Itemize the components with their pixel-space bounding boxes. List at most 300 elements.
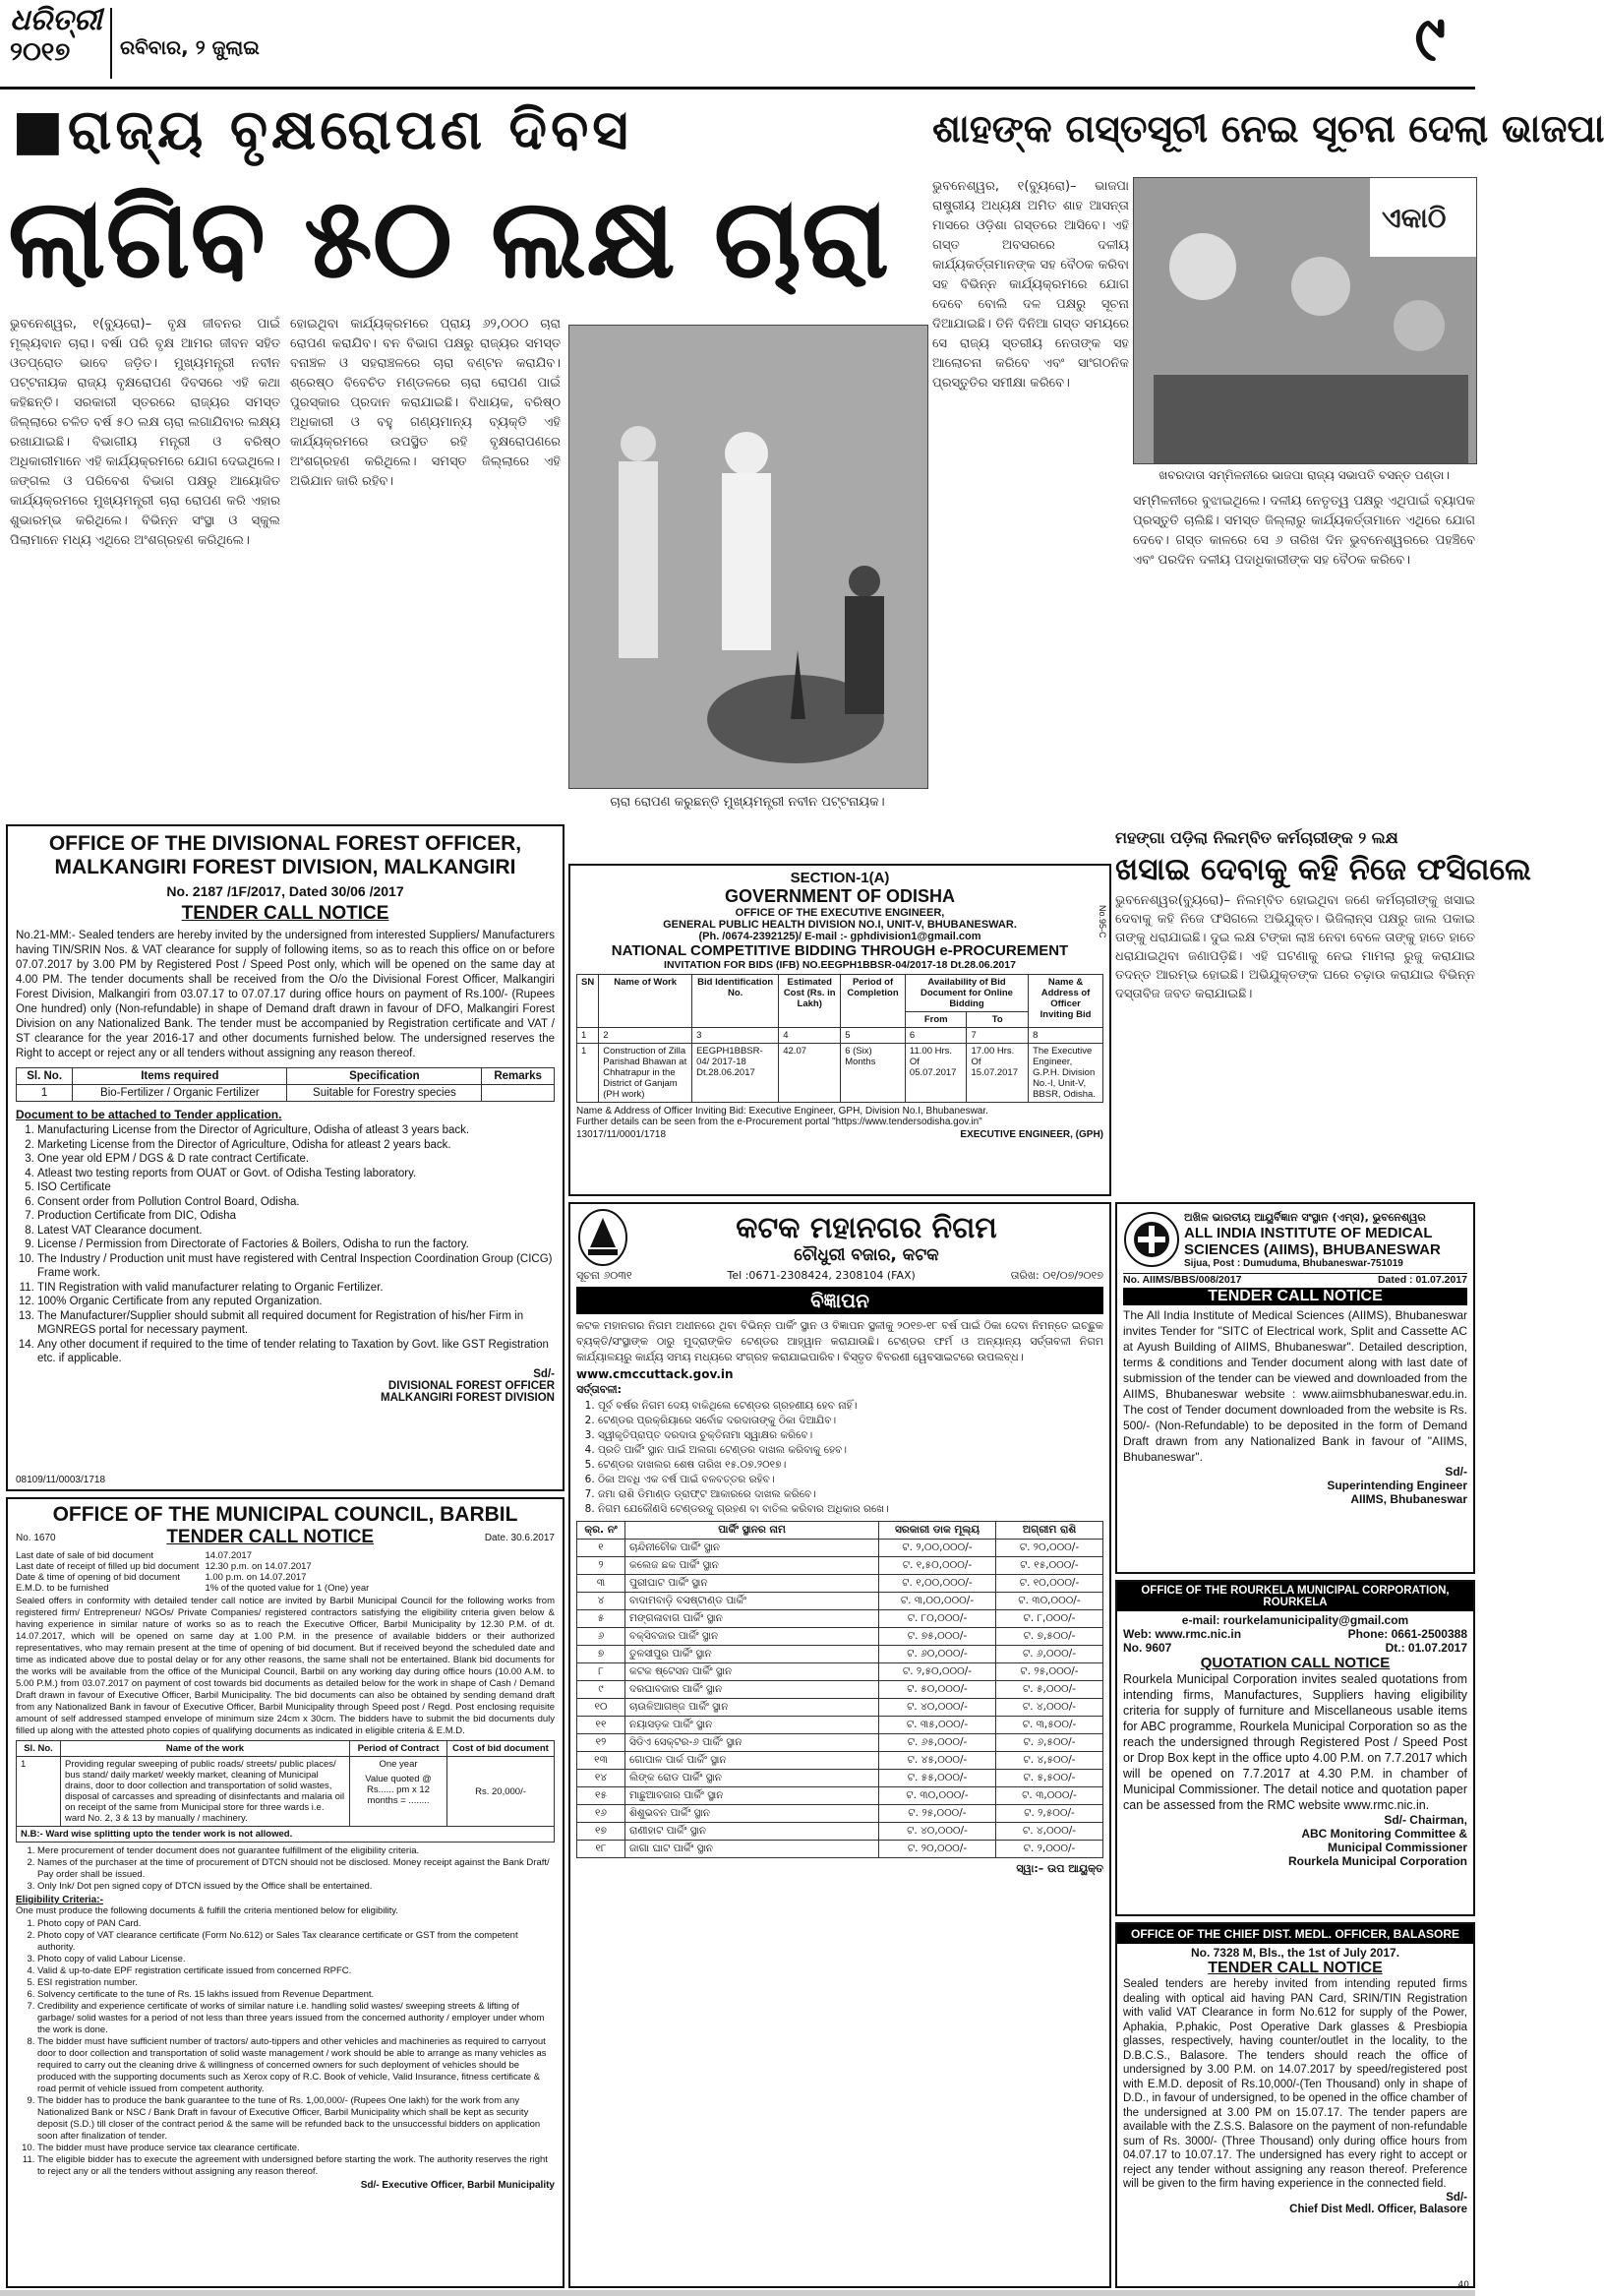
table-cell: ଟ. ୩,୫୦୦/-	[996, 1717, 1103, 1734]
barbil-signature: Sd/- Executive Officer, Barbil Municipality	[360, 2180, 555, 2191]
dfo-items-table	[16, 1067, 555, 1102]
balasore-body: Sealed tenders are hereby invited from intending reputed firms dealing with optical aid having PAN Card, SRIN/TIN Registration with valid VAT Clearance in form No.612 for supply of the Power, Aphakia, P.phakic, Post Operative Dark glasses & Presbiopia glasses, respectively, having counter/outlet in the locality, to the D.B.C.S., Balasore. The tenders should reach the office of undersigned by 3.00 P.M. on 14.07.2017 by speed/registered post with E.M.D. deposit of Rs.10,000/-(Ten Thousand) only in shape of D.D., in favour of undersigned, to be opened in the office chamber of the undersigned at 3.00 PM on 15.07.17. The tender papers are available with the Z.S.S. Balasore on the payment of non-refundable sum of Rs. 3000/- (Three Thousand) only during office hours from 04.07.17 to 10.07.17. The undersigned has every right to accept or reject any tender without assigning any reason thereof. Preference will be given to the firm having experience in the connected field.	[1123, 1978, 1467, 2190]
list-item: 2. Names of the purchaser at the time of procurement of DTCN should not be disclosed. Money receipt against the Bank Draft/ Pay order shall be issued.	[37, 1857, 555, 1881]
masthead-divider	[110, 8, 112, 79]
table-header: Period of Completion	[841, 975, 906, 1028]
barbil-title: OFFICE OF THE MUNICIPAL COUNCIL, BARBIL	[52, 1503, 518, 1526]
list-item: 3. Only Ink/ Dot pen signed copy of DTCN issued by the Office shall be entertained.	[37, 1881, 555, 1893]
footer-bar	[0, 2290, 1475, 2296]
table-cell: ଚାଉଳିଆଗଞ୍ଜ ପାର୍କିଂ ସ୍ଥାନ	[625, 1699, 879, 1717]
bjp-photo-caption: ଖବରଦାତା ସମ୍ମିଳନୀରେ ଭାଜପା ରାଜ୍ୟ ସଭାପତି ବସନ୍ତ ପଣ୍ଡା।	[1158, 468, 1450, 482]
table-row	[577, 1717, 1103, 1734]
table-cell: Construction of Zilla Parishad Bhawan at Chhatrapur in the District of Ganjam (PH work)	[599, 1044, 692, 1103]
table-cell: Bio-Fertilizer / Organic Fertilizer	[73, 1085, 287, 1102]
list-item: 3. ସ୍ୱୀକୃତିପ୍ରାପ୍ତ ଦରଦାତା ଚୁକ୍ତିନାମା ସ୍ୱାକ୍ଷର କରିବେ।	[598, 1428, 1103, 1443]
table-header: ପାର୍କିଂ ସ୍ଥାନର ନାମ	[625, 1522, 879, 1540]
table-header: Name of the work	[61, 1741, 350, 1757]
cmc-intro: କଟକ ମହାନଗର ନିଗମ ଅଧୀନରେ ଥିବା ବିଭିନ୍ନ ପାର୍କିଂ ସ୍ଥାନ ଓ ବିଜ୍ଞାପନ ସ୍ଥଳୀକୁ ୨୦୧୭-୧୮ ବର୍ଷ ପାଇଁ ଠିକା ଦେବା ନିମନ୍ତେ ଇଚ୍ଛୁକ ବ୍ୟକ୍ତି/ସଂସ୍ଥାଙ୍କ ଠାରୁ ମୁଦ୍ରାଙ୍କିତ ଟେଣ୍ଡର ଆହ୍ୱାନ କରାଯାଉଛି। ଟେଣ୍ଡର ଫର୍ମ ଓ ଅନ୍ୟାନ୍ୟ ସର୍ତ୍ତାବଳୀ ନିଗମ କାର୍ଯ୍ୟାଳୟରୁ କାର୍ଯ୍ୟ ସମୟ ମଧ୍ୟରେ ସଂଗ୍ରହ କରାଯାଇପାରିବ। ବିସ୍ତୃତ ବିବରଣୀ ୱେବସାଇଟରେ ଉପଲବ୍ଧ।	[576, 1319, 1103, 1363]
table-header: SN	[577, 975, 599, 1028]
barbil-eligibility	[37, 1918, 555, 2178]
aiims-body: The All India Institute of Medical Sciences (AIIMS), Bhubaneswar invites Tender for "SITC of Electrical work, Split and Cassette AC at Ayush Building of AIIMS, Bhubaneswar". Detailed description, terms & conditions and Tender document along with last date of submission of the tender can be viewed and downloaded from the AIIMS, Bhubaneswar website : www.aiimsbhubaneswar.edu.in. The cost of Tender document downloaded from the website is Rs. 500/- (Non-Refundable) to be deposited in the form of Demand Draft drawn from any Nationalized Bank in favour of "AIIMS, Bhubaneswar".	[1123, 1308, 1467, 1464]
cmc-notice	[568, 1202, 1111, 2288]
table-cell: ଟ. ୮,୦୦୦/-	[996, 1610, 1103, 1628]
table-cell: ଟ. ୬୫,୦୦୦/-	[879, 1734, 996, 1752]
list-item: 3. One year old EPM / DGS & D rate contract Certificate.	[37, 1152, 555, 1167]
table-cell: ଟ. ୧,୦୦,୦୦୦/-	[879, 1575, 996, 1593]
list-item: 11. The eligible bidder has to execute the agreement with undersigned before starting the work. The authority reserves the right to reject any or all the tenders without assigning any reason thereof.	[37, 2154, 555, 2178]
aiims-signatory-2: AIIMS, Bhubaneswar	[1350, 1492, 1467, 1506]
list-item: 14. Any other document if required to the time of tender relating to Taxation by Govt. like GST Registration etc. if applicable.	[37, 1338, 555, 1366]
paper-logo	[10, 4, 108, 67]
table-cell: ଟ. ୧୫,୦୦୦/-	[996, 1557, 1103, 1575]
table-row	[16, 1550, 369, 1561]
table-cell: 42.07	[779, 1044, 841, 1103]
lead-body-left: ଭୁବନେଶ୍ୱର, ୧(ବ୍ୟୁରୋ)– ବୃକ୍ଷ ଜୀବନର ପାଇଁ ମୂଲ୍ୟବାନ ଚାରା। ବର୍ଷା ପରି ବୃକ୍ଷ ଆମର ଜୀବନ ସହିତ ଓତପ୍ରୋତ ଭାବେ ଜଡ଼ିତ। ମୁଖ୍ୟମନ୍ତ୍ରୀ ନବୀନ ପଟ୍ଟନାୟକ ରାଜ୍ୟ ବୃକ୍ଷରୋପଣ ଦିବସରେ ଏହି କଥା କହିଛନ୍ତି। ସରକାରୀ ସ୍ତରରେ ରାଜ୍ୟର ସମସ୍ତ ଜିଲ୍ଲାରେ ଚଳିତ ବର୍ଷ ୫୦ ଲକ୍ଷ ଚାରା ଲଗାଯିବାର ଲକ୍ଷ୍ୟ ରଖାଯାଇଛି। ବିଭାଗୀୟ ମନ୍ତ୍ରୀ ଓ ବରିଷ୍ଠ ଅଧିକାରୀମାନେ ଏହି କାର୍ଯ୍ୟକ୍ରମରେ ଯୋଗ ଦେଇଥିଲେ। ଜଙ୍ଗଲ ଓ ପରିବେଶ ବିଭାଗ ପକ୍ଷରୁ ଆୟୋଜିତ କାର୍ଯ୍ୟକ୍ରମରେ ମୁଖ୍ୟମନ୍ତ୍ରୀ ଚାରା ରୋପଣ କରି ଏହାର ଶୁଭାରମ୍ଭ କରିଥିଲେ। ବିଭିନ୍ନ ସଂସ୍ଥା ଓ ସ୍କୁଲ ପିଲାମାନେ ମଧ୍ୟ ଏଥିରେ ଅଂଶଗ୍ରହଣ କରିଥିଲେ।	[10, 317, 280, 548]
list-item: 9. The bidder has to produce the bank guarantee to the tune of Rs. 1,00,000/- (Rupees One lakh) for the work from any Nationalized Bank or NSC / Bank Draft in favour of Executive Officer, Barbil Municipality which shall be kept as security deposit (S.D.) till closer of the contract period & the same will be refunded back to the unsuccessful bidders on application soon after finalization of tender.	[37, 2095, 555, 2143]
table-cell: ମଙ୍ଗଳାବାଗ ପାର୍କିଂ ସ୍ଥାନ	[625, 1610, 879, 1628]
barbil-body: Sealed offers in conformity with detailed tender call notice are invited by Barbil Municipal Council for the following works from registered firm/ Entrepreneur/ NGOs/ Private Companies/ registered contractors satisfying the eligibility criteria given below & having experience in similar nature of works so as to reach the Executive Officer, Barbil Municipality by 12.30 P.M. of dt. 14.07.2017, which will be opened on same day at 1.00 P.M. in the presence of available bidders or their authorized representatives, who may remain present at the time of opening of bid document. But if received beyond the scheduled date and time as indicated above due to postal delay or for any other reasons, the same shall not be entertained. Blank bid documents for the works will be available from the office of the Municipal Council, Barbil on any working day during office hours (10.00 A.M. to 5.00 P.M.) from 03.07.2017 on payment of cost towards bid documents as detailed below for the work in shape of Cash / Demand Draft drawn in favour of Executive Officer, Barbil Municipality. The bid documents can also be obtained by sending demand draft from any Nationalized Bank in favour of Executive Officer, Barbil Municipality through Speed post / Regd. Post enclosing requisite amount of self addressed stamped envelope of minimum size 24cm x 30cm. The bidders have to submit the bid documents duly filled up along with the attested photo copies of qualifying documents as indicated in eligible criteria & E.M.D.	[16, 1596, 555, 1736]
table-cell: 11.00 Hrs. Of 05.07.2017	[905, 1044, 967, 1103]
table-cell: ୩	[577, 1575, 625, 1593]
lead-body-mid: ହୋଇଥିବା କାର୍ଯ୍ୟକ୍ରମରେ ପ୍ରାୟ ୬୨,୦୦୦ ଚାରା ରୋପଣ କରାଯିବ। ବନ ବିଭାଗ ପକ୍ଷରୁ ରାଜ୍ୟର ସମସ୍ତ ବନାଞ୍ଚଳ ଓ ସହରାଞ୍ଚଳରେ ଚାରା ବଣ୍ଟନ କରାଯିବ। ଶ୍ରେଷ୍ଠ ବିବେଚିତ ମଣ୍ଡଳରେ ଚାରା ରୋପଣ ପାଇଁ ପୁରସ୍କାର ପ୍ରଦାନ କରାଯାଇଛି। ବିଧାୟକ, ବରିଷ୍ଠ ଅଧିକାରୀ ଓ ବହୁ ଗଣ୍ୟମାନ୍ୟ ବ୍ୟକ୍ତି ଏହି କାର୍ଯ୍ୟକ୍ରମରେ ଉପସ୍ଥିତ ରହି ବୃକ୍ଷରୋପଣରେ ଅଂଶଗ୍ରହଣ କରିଥିଲେ। ସମସ୍ତ ଜିଲ୍ଲାରେ ଏହି ଅଭିଯାନ ଜାରି ରହିବ।	[290, 317, 561, 489]
list-item: 4. ପ୍ରତି ପାର୍କିଂ ସ୍ଥାନ ପାଇଁ ଅଲଗା ଟେଣ୍ଡର ଦାଖଲ କରିବାକୁ ହେବ।	[598, 1443, 1103, 1458]
cmc-header	[576, 1208, 1103, 1267]
table-row	[17, 1085, 555, 1102]
list-item: 12. 100% Organic Certificate from any reputed Organization.	[37, 1295, 555, 1309]
odisha-office-1: OFFICE OF THE EXECUTIVE ENGINEER,	[735, 907, 945, 919]
clerk-headline: ଖସାଇ ଦେବାକୁ କହି ନିଜେ ଫସିଗଲେ	[1115, 852, 1531, 887]
dfo-body: No.21-MM:- Sealed tenders are hereby invited by the undersigned from interested Suppliers/ Manufacturers having TIN/SRIN Nos. & VAT clearance for supply of following items, so as to reach this office on or before 07.07.2017 by 3.00 PM by Registered Post / Speed Post only, which will be opened on the same day at 4.00 PM. The tender documents shall be received from the O/o the Divisional Forest Officer, Malkangiri Forest Division, Malkangiri from 03.07.17 to 07.07.17 during office hours on payment of Rs.100/- (Rupees One hundred) only (Non-refundable) in shape of Demand draft drawn in favour of DFO, Malkangiri Forest Division on any Nationalized Bank. The tender must be accompanied by Registration certificate and VAT / ST clearance for the year 2016-17 and other documents furnished below. The undersigned reserves the Right to accept or reject any or all tenders without assigning any reason thereof.	[16, 930, 555, 1059]
table-row	[577, 1841, 1103, 1858]
cmc-tel: Tel :0671-2308424, 2308104 (FAX)	[727, 1269, 916, 1282]
table-header: Specification	[287, 1068, 482, 1085]
barbil-notes	[37, 1845, 555, 1893]
table-cell: The Executive Engineer, G.P.H. Division No.-I, Unit-V, BBSR, Odisha.	[1029, 1044, 1103, 1103]
table-cell: ଟ. ୨୫,୦୦୦/-	[879, 1805, 996, 1823]
table-row	[17, 1757, 555, 1827]
cmc-conditions	[598, 1399, 1103, 1517]
clerk-kicker: ମହଙ୍ଗା ପଡ଼ିଲା ନିଲମ୍ବିତ କର୍ମଚାରୀଙ୍କ ୨ ଲକ୍ଷ	[1115, 828, 1398, 847]
rourkela-signature: Sd/- Chairman,	[1384, 1813, 1467, 1827]
table-cell: 1	[577, 1044, 599, 1103]
aiims-title-odia: ଅଖିଳ ଭାରତୀୟ ଆୟୁର୍ବିଜ୍ଞାନ ସଂସ୍ଥାନ (ଏମ୍ସ), ଭୁବନେଶ୍ୱର	[1184, 1210, 1426, 1224]
table-cell: ୧୬	[577, 1805, 625, 1823]
table-cell: 8	[1029, 1028, 1103, 1044]
barbil-subheader	[16, 1527, 555, 1548]
table-cell: ୧	[577, 1540, 625, 1557]
table-note: N.B:- Ward wise splitting upto the tender work is not allowed.	[17, 1827, 555, 1843]
table-row	[577, 1044, 1103, 1103]
table-cell: ଟ. ୬,୫୦୦/-	[996, 1734, 1103, 1752]
table-cell: ଟ. ୩,୦୦,୦୦୦/-	[879, 1593, 996, 1610]
list-item: 2. ଟେଣ୍ଡର ପ୍ରକ୍ରିୟାରେ ସର୍ବୋଚ୍ଚ ଦରଦାତାଙ୍କୁ ଠିକା ଦିଆଯିବ।	[598, 1414, 1103, 1428]
table-cell: ୧୧	[577, 1717, 625, 1734]
table-cell: ଚାନ୍ଦିନୀଚୌକ ପାର୍କିଂ ସ୍ଥାନ	[625, 1540, 879, 1557]
lead-kicker: ■ରାଜ୍ୟ ବୃକ୍ଷରୋପଣ ଦିବସ	[12, 98, 632, 162]
list-item: 10. The bidder must have produce service tax clearance certificate.	[37, 2143, 555, 2154]
barbil-schedule	[16, 1550, 369, 1594]
odisha-bottom	[576, 1129, 1103, 1140]
table-cell: 3	[692, 1028, 779, 1044]
balasore-title: OFFICE OF THE CHIEF DIST. MEDL. OFFICER, BALASORE	[1117, 1924, 1473, 1944]
barbil-date: Date. 30.6.2017	[484, 1532, 555, 1543]
aiims-signatory-1: Superintending Engineer	[1327, 1479, 1467, 1492]
table-cell: ଟ. ୧,୫୦,୦୦୦/-	[879, 1557, 996, 1575]
rourkela-signatory-2: Municipal Commissioner	[1327, 1841, 1467, 1854]
table-cell: ବକ୍ସିବଜାର ପାର୍କିଂ ସ୍ଥାନ	[625, 1628, 879, 1646]
list-item: 1. Mere procurement of tender document does not guarantee fulfillment of the eligibility criteria.	[37, 1845, 555, 1857]
table-row	[16, 1583, 369, 1594]
list-item: 6. Consent order from Pollution Control Board, Odisha.	[37, 1195, 555, 1210]
table-row	[577, 1575, 1103, 1593]
odisha-gov: GOVERNMENT OF ODISHA	[724, 886, 955, 906]
aiims-signature: Sd/-	[1445, 1465, 1467, 1479]
dfo-heading: TENDER CALL NOTICE	[181, 903, 389, 924]
list-item: 13. The Manufacturer/Supplier should submit all required document for Registration of his/her Firm in MGNREGS portal for necessary payment.	[37, 1309, 555, 1338]
rourkela-date: Dt.: 01.07.2017	[1385, 1641, 1467, 1655]
rourkela-phone: Phone: 0661-2500388	[1347, 1627, 1467, 1641]
table-cell: ୧୩	[577, 1752, 625, 1770]
table-cell: ପୁରୀଘାଟ ପାର୍କିଂ ସ୍ଥାନ	[625, 1575, 879, 1593]
table-cell: ନୟାସଡ଼କ ପାର୍କିଂ ସ୍ଥାନ	[625, 1717, 879, 1734]
list-item: 5. ESI registration number.	[37, 1977, 555, 1989]
svg-text:ଏକାଠି: ଏକାଠି	[1382, 202, 1447, 234]
rourkela-email: e-mail: rourkelamunicipality@gmail.com	[1181, 1613, 1409, 1627]
table-cell: ଟ. ୫,୦୦୦/-	[996, 1681, 1103, 1699]
table-row	[577, 1540, 1103, 1557]
table-cell: ମାଛୁଆବଜାର ପାର୍କିଂ ସ୍ଥାନ	[625, 1787, 879, 1805]
odisha-heading: NATIONAL COMPETITIVE BIDDING THROUGH e-PROCUREMENT	[611, 942, 1069, 959]
table-cell: 1.00 p.m. on 14.07.2017	[205, 1572, 307, 1583]
table-cell: 6 (Six) Months	[841, 1044, 906, 1103]
rourkela-notice	[1115, 1580, 1475, 1916]
list-item: 4. Atleast two testing reports from OUAT or Govt. of Odisha Testing laboratory.	[37, 1167, 555, 1181]
table-cell: ଟ. ୫୦,୦୦୦/-	[879, 1681, 996, 1699]
table-cell: ୧୪	[577, 1770, 625, 1787]
barbil-eligibility-title: Eligibility Criteria:-	[16, 1895, 103, 1905]
table-cell: ଟ. ୪୦,୦୦୦/-	[879, 1823, 996, 1841]
table-cell: ୯	[577, 1681, 625, 1699]
dfo-title-1: OFFICE OF THE DIVISIONAL FOREST OFFICER,	[48, 832, 522, 855]
table-cell: ଟ. ୮୦,୦୦୦/-	[879, 1610, 996, 1628]
footer-page-code: 40	[1457, 2280, 1469, 2290]
table-cell: ୫	[577, 1610, 625, 1628]
dfo-docs-list	[37, 1123, 555, 1366]
table-cell: Rs. 20,000/-	[447, 1757, 555, 1827]
table-cell: ଟ. ୨,୦୦,୦୦୦/-	[879, 1540, 996, 1557]
table-cell: 12.30 p.m. on 14.07.2017	[205, 1561, 312, 1572]
table-cell: ୨	[577, 1557, 625, 1575]
table-row	[577, 1734, 1103, 1752]
bjp-photo	[1133, 177, 1477, 464]
table-cell: 1% of the quoted value for 1 (One) year	[205, 1583, 370, 1594]
table-cell: Providing regular sweeping of public roads/ streets/ public places/ bus stand/ daily market/ weekly market, cleaning of Municipal drains, door to door collection and transportation of solid wastes, disposal of carcasses and spreading of disinfectants and malaria oil on receipt of the same from Municipal store for three wards i.e. ward No. 2, 3 & 13 by manually / machinery.	[61, 1757, 350, 1827]
odisha-contact: (Ph. /0674-2392125)/ E-mail :- gphdivision1@gmail.com	[698, 931, 981, 942]
cmc-signature: ସ୍ୱା:– ଉପ ଆୟୁକ୍ତ	[1016, 1862, 1103, 1875]
table-row	[577, 1752, 1103, 1770]
table-header: Sl. No.	[17, 1068, 73, 1085]
table-cell: ୭	[577, 1646, 625, 1663]
cmc-date: ତାରିଖ: ୦୧/୦୭/୨୦୧୭	[1010, 1269, 1103, 1282]
list-item: 7. Credibility and experience certificate of works of similar nature i.e. handling solid wastes/ sweeping streets & lifting of garbage/ solid wastes for a period of not less than three years issued from the concerned authority / employer under whom the work is done.	[37, 2001, 555, 2036]
list-item: 10. The Industry / Production unit must have registered with Central Inspection Coordination Group (CICG) Frame work.	[37, 1252, 555, 1281]
table-cell: ଟ. ୪,୫୦୦/-	[996, 1752, 1103, 1770]
list-item: 6. ଠିକା ଅବଧି ଏକ ବର୍ଷ ପାଇଁ ବଳବତ୍ତର ରହିବ।	[598, 1473, 1103, 1487]
balasore-heading: TENDER CALL NOTICE	[1208, 1960, 1383, 1976]
bjp-headline: ଶାହଙ୍କ ଗସ୍ତସୂଚୀ ନେଇ ସୂଚନା ଦେଲା ଭାଜପା	[932, 107, 1604, 151]
table-row	[577, 1787, 1103, 1805]
bjp-body: ଭୁବନେଶ୍ୱର, ୧(ବ୍ୟୁରୋ)– ଭାଜପା ରାଷ୍ଟ୍ରୀୟ ଅଧ୍ୟକ୍ଷ ଅମିତ ଶାହ ଆସନ୍ତା ମାସରେ ଓଡ଼ିଶା ଗସ୍ତରେ ଆସିବେ। ଏହି ଗସ୍ତ ଅବସରରେ ଦଳୀୟ କାର୍ଯ୍ୟକର୍ତ୍ତାମାନଙ୍କ ସହ ବୈଠକ କରିବା ସହ ବିଭିନ୍ନ କାର୍ଯ୍ୟକ୍ରମରେ ଯୋଗ ଦେବେ ବୋଲି ଦଳ ପକ୍ଷରୁ ସୂଚନା ଦିଆଯାଇଛି। ତିନି ଦିନିଆ ଗସ୍ତ ସମୟରେ ସେ ରାଜ୍ୟ ସ୍ତରୀୟ ନେତାଙ୍କ ସହ ଆଲୋଚନା କରିବେ ଏବଂ ସାଂଗଠନିକ ପ୍ରସ୍ତୁତିର ସମୀକ୍ଷା କରିବେ।	[932, 179, 1129, 391]
paper-year: ୨୦୧୭	[10, 37, 71, 67]
table-cell: ଟ. ୨୦,୦୦୦/-	[996, 1540, 1103, 1557]
balasore-signatory: Chief Dist Medl. Officer, Balasore	[1289, 2203, 1467, 2215]
rourkela-signature-block	[1123, 1813, 1467, 1868]
dfo-ref: No. 2187 /1F/2017, Dated 30/06 /2017	[166, 883, 404, 899]
table-cell: ଟ. ୫,୫୦୦/-	[996, 1770, 1103, 1787]
rourkela-signatory-3: Rourkela Municipal Corporation	[1287, 1854, 1467, 1868]
masthead-rule	[0, 87, 1475, 90]
table-row	[577, 1699, 1103, 1717]
dfo-code: 08109/11/0003/1718	[16, 1475, 106, 1485]
table-row	[577, 1805, 1103, 1823]
table-cell: ଟ. ୩୦,୦୦୦/-	[996, 1593, 1103, 1610]
table-cell: ଟ. ୪,୦୦୦/-	[996, 1823, 1103, 1841]
list-item: 7. Production Certificate from DIC, Odisha	[37, 1209, 555, 1224]
list-item: 9. License / Permission from Directorate of Factories & Boilers, Odisha to run the factory.	[37, 1238, 555, 1252]
list-item: 1. Manufacturing License from the Director of Agriculture, Odisha of atleast 3 years back.	[37, 1123, 555, 1138]
rourkela-title: OFFICE OF THE ROURKELA MUNICIPAL CORPORATION, ROURKELA	[1117, 1582, 1473, 1611]
aiims-logo-icon	[1123, 1208, 1180, 1271]
table-cell: 1	[17, 1085, 73, 1102]
table-header: To	[967, 1012, 1029, 1028]
table-cell: ୪	[577, 1593, 625, 1610]
dfo-signatory-1: DIVISIONAL FOREST OFFICER	[387, 1379, 555, 1392]
cmc-ref: ସୂଚନା ୬୦୩୧	[576, 1269, 632, 1282]
table-cell: ବାଦାମବାଡ଼ି ବସଷ୍ଟାଣ୍ଡ ପାର୍କିଂ	[625, 1593, 879, 1610]
table-cell: 1	[577, 1028, 599, 1044]
table-cell: ଟ. ୪,୦୦୦/-	[996, 1699, 1103, 1717]
aiims-title-2: SCIENCES (AIIMS), BHUBANESWAR	[1184, 1240, 1441, 1258]
odisha-office-2: GENERAL PUBLIC HEALTH DIVISION NO.I, UNIT-V, BHUBANESWAR.	[663, 919, 1017, 931]
barbil-no: No. 1670	[16, 1532, 56, 1543]
list-item: 5. ଟେଣ୍ଡର ଦାଖଲର ଶେଷ ତାରିଖ ୧୫.୦୭.୨୦୧୭।	[598, 1458, 1103, 1473]
tree-planting-photo-icon	[569, 326, 927, 788]
table-row	[577, 1823, 1103, 1841]
list-item: 11. TIN Registration with valid manufacturer relating to Organic Fertilizer.	[37, 1281, 555, 1296]
table-cell: ୧୦	[577, 1699, 625, 1717]
table-cell: ଟ. ୩୫,୦୦୦/-	[879, 1717, 996, 1734]
rourkela-body: Rourkela Municipal Corporation invites sealed quotations from intending firms, Manufactures, Suppliers having eligibility criteria for supply of furniture and Miscellaneous usable items for ABC programme, Rourkela Municipal Corporation so as the reach the undersigned through Registered Post / Speed Post or Drop Box kept in the office upto 4.00 P.M. on 7.7.2017 which will be opened on 7.7.2017 at 4.30 P.M. in chamber of Municipal Commissioner. The detail notice and quotation paper can be assessed from the RMC website www.rmc.nic.in.	[1123, 1672, 1467, 1812]
press-meet-photo-icon	[1134, 178, 1476, 463]
table-row	[577, 1681, 1103, 1699]
odisha-notice	[568, 864, 1111, 1196]
table-cell: EEGPH1BBSR-04/ 2017-18 Dt.28.06.2017	[692, 1044, 779, 1103]
aiims-header	[1123, 1208, 1467, 1271]
table-row	[577, 1557, 1103, 1575]
table-header: Name & Address of Officer Inviting Bid	[1029, 975, 1103, 1028]
list-item: 8. Latest VAT Clearance document.	[37, 1224, 555, 1239]
table-cell: ଟ. ୨,୫୦,୦୦୦/-	[879, 1663, 996, 1681]
table-cell: 17.00 Hrs. Of 15.07.2017	[967, 1044, 1029, 1103]
dfo-signature-block	[16, 1368, 555, 1404]
table-cell: ୧୨	[577, 1734, 625, 1752]
table-cell: ଦରଘାବଜାର ପାର୍କିଂ ସ୍ଥାନ	[625, 1681, 879, 1699]
cmc-emblem-icon	[576, 1208, 629, 1267]
odisha-invitation: INVITATION FOR BIDS (IFB) NO.EEGPH1BBSR-04/2017-18 Dt.28.06.2017	[664, 959, 1016, 971]
barbil-work-table	[16, 1740, 555, 1843]
table-cell: 7	[967, 1028, 1029, 1044]
table-cell: 6	[905, 1028, 967, 1044]
issue-date: ରବିବାର, ୨ ଜୁଲାଇ	[120, 35, 260, 59]
cmc-meta	[576, 1269, 1103, 1283]
table-cell: କଲେଜ ଛକ ପାର୍କିଂ ସ୍ଥାନ	[625, 1557, 879, 1575]
bjp-continuation: ସମ୍ମିଳନୀରେ ବୁଝାଇଥିଲେ। ଦଳୀୟ ନେତୃତ୍ୱ ପକ୍ଷରୁ ଏଥିପାଇଁ ବ୍ୟାପକ ପ୍ରସ୍ତୁତି ଚାଲିଛି। ସମସ୍ତ ଜିଲ୍ଲାରୁ କାର୍ଯ୍ୟକର୍ତ୍ତାମାନେ ଏଥିରେ ଯୋଗ ଦେବେ। ଗସ୍ତ କାଳରେ ସେ ୬ ତାରିଖ ଦିନ ଭୁବନେଶ୍ୱରରେ ପହଞ୍ଚିବେ ଏବଂ ପରଦିନ ଦଳୀୟ ପଦାଧିକାରୀଙ୍କ ସହ ବୈଠକ କରିବେ।	[1133, 494, 1475, 568]
table-cell	[350, 1757, 447, 1827]
masthead	[0, 0, 1475, 91]
table-row	[577, 1593, 1103, 1610]
list-item: 2. Marketing License from the Director of Agriculture, Odisha for atleast 2 years back.	[37, 1138, 555, 1153]
dfo-signature: Sd/-	[533, 1367, 555, 1380]
list-item: 1. ପୂର୍ବ ବର୍ଷର ନିଗମ ଦେୟ ବାକିଥିଲେ ଟେଣ୍ଡର ଗ୍ରହଣୀୟ ହେବ ନାହିଁ।	[598, 1399, 1103, 1414]
lead-headline: ଲାଗିବ ୫୦ ଲକ୍ଷ ଚାରା	[8, 175, 890, 303]
table-cell: ଟ. ୨,୦୦୦/-	[996, 1841, 1103, 1858]
rourkela-no: No. 9607	[1123, 1641, 1172, 1655]
table-cell: କଟକ ଷ୍ଟେସନ ପାର୍କିଂ ସ୍ଥାନ	[625, 1663, 879, 1681]
table-cell: ଗୋପାଳ ପାର୍କ ପାର୍କିଂ ସ୍ଥାନ	[625, 1752, 879, 1770]
cmc-website: www.cmccuttack.gov.in	[576, 1367, 734, 1381]
table-cell: Suitable for Forestry species	[287, 1085, 482, 1102]
dfo-notice	[6, 824, 564, 1491]
table-header: Availability of Bid Document for Online Bidding	[905, 975, 1028, 1012]
table-cell: ଟ. ୪୫,୦୦୦/-	[879, 1752, 996, 1770]
table-cell: ଟ. ୧୦,୦୦୦/-	[996, 1575, 1103, 1593]
table-cell: Last date of receipt of filled up bid document	[16, 1561, 200, 1572]
clerk-body: ଭୁବନେଶ୍ୱର(ବ୍ୟୁରୋ)– ନିଲମ୍ବିତ ହୋଇଥିବା ଜଣେ କର୍ମଚାରୀଙ୍କୁ ଖସାଇ ଦେବାକୁ କହି ନିଜେ ଫସିଗଲେ ଅଭିଯୁକ୍ତ। ଭିଜିଲାନ୍ସ ପକ୍ଷରୁ ଜାଲ ପକାଇ ତାଙ୍କୁ ଧରାଯାଇଛି। ଦୁଇ ଲକ୍ଷ ଟଙ୍କା ଲାଞ୍ଚ ନେବା ବେଳେ ତାଙ୍କୁ ହାତେ ହାତେ ଧରାଯାଇଥିବା ଜଣାପଡ଼ିଛି। ଏହି ଘଟଣାକୁ ନେଇ ମାମଲା ରୁଜୁ କରାଯାଇ ତଦନ୍ତ ଆରମ୍ଭ ହୋଇଛି। ଅଭିଯୁକ୍ତଙ୍କ ଘରେ ଚଢ଼ାଉ କରାଯାଇ ବିଭିନ୍ନ ଦସ୍ତାବିଜ ଜବତ କରାଯାଇଛି।	[1115, 893, 1475, 1001]
odisha-bid-table	[576, 974, 1103, 1103]
table-cell: 4	[779, 1028, 841, 1044]
aiims-meta	[1123, 1273, 1467, 1286]
table-cell: ଟ. ୩୦,୦୦୦/-	[879, 1787, 996, 1805]
list-item: 7. ଜମା ରାଶି ଡିମାଣ୍ଡ ଡ୍ରାଫ୍ଟ ଆକାରରେ ଦାଖଲ କରିବେ।	[598, 1487, 1103, 1502]
table-cell: Last date of sale of bid document	[16, 1550, 153, 1561]
table-row	[16, 1572, 369, 1583]
page-number: ୯	[1414, 3, 1446, 76]
aiims-address: Sijua, Post : Dumuduma, Bhubaneswar-751019	[1184, 1257, 1403, 1269]
dfo-signatory-2: MALKANGIRI FOREST DIVISION	[381, 1391, 555, 1404]
list-item: 2. Photo copy of VAT clearance certificate (Form No.612) or Sales Tax clearance certificate or GST from the competent authority.	[37, 1930, 555, 1954]
rourkela-web-phone	[1123, 1627, 1467, 1641]
table-row	[16, 1561, 369, 1572]
table-cell: 14.07.2017	[205, 1550, 252, 1561]
table-header: Name of Work	[599, 975, 692, 1028]
table-cell: E.M.D. to be furnished	[16, 1583, 109, 1594]
rourkela-no-date	[1123, 1641, 1467, 1655]
table-header: ସରକାରୀ ଡାକ ମୂଲ୍ୟ	[879, 1522, 996, 1540]
table-row	[577, 1610, 1103, 1628]
table-cell: ଟ. ୬,୦୦୦/-	[996, 1646, 1103, 1663]
list-item: 3. Photo copy of valid Labour License.	[37, 1954, 555, 1965]
table-cell: ସିଡିଏ ସେକ୍ଟର-୬ ପାର୍କିଂ ସ୍ଥାନ	[625, 1734, 879, 1752]
aiims-ref: No. AIIMS/BBS/008/2017	[1123, 1274, 1242, 1286]
dfo-title-2: MALKANGIRI FOREST DIVISION, MALKANGIRI	[54, 856, 516, 878]
table-cell: ଟ. ୨୫,୦୦୦/-	[996, 1663, 1103, 1681]
odisha-section: SECTION-1(A)	[790, 870, 890, 886]
table-cell: ଟ. ୨,୫୦୦/-	[996, 1805, 1103, 1823]
table-header: Sl. No.	[17, 1741, 61, 1757]
table-cell: ୧୭	[577, 1823, 625, 1841]
table-cell: ତୁଳସୀପୁର ପାର୍କିଂ ସ୍ଥାନ	[625, 1646, 879, 1663]
contract-period: One year	[379, 1759, 418, 1770]
aiims-date: Dated : 01.07.2017	[1377, 1274, 1467, 1286]
list-item: 6. Solvency certificate to the tune of Rs. 15 lakhs issued from Revenue Department.	[37, 1989, 555, 2001]
barbil-heading: TENDER CALL NOTICE	[166, 1527, 375, 1547]
table-row	[577, 1770, 1103, 1787]
aiims-title-1: ALL INDIA INSTITUTE OF MEDICAL	[1184, 1224, 1433, 1241]
list-item: 8. The bidder must have sufficient number of tractors/ auto-tippers and other vehicles and machineries as required to carryout door to door collection and transportation of solid waste management / work should be able to arrange as many vehicles as required to carry out the cleaning drive & willingness of concerned owners for such deployment of vehicles should be produced with the supporting documents such as Xerox copy of R.C. Book of vehicle, Valid Insurance, fitness certificate & road permit of vehicle issued from competent authority.	[37, 2036, 555, 2095]
clerk-story	[1115, 828, 1531, 1068]
barbil-eligibility-intro: One must produce the following documents & fulfill the criteria mentioned below for eligibility.	[16, 1905, 398, 1916]
lead-photo	[568, 325, 928, 789]
rourkela-web: Web: www.rmc.nic.in	[1123, 1627, 1242, 1641]
table-cell: 1	[17, 1757, 61, 1827]
cmc-conditions-title: ସର୍ତ୍ତାବଳୀ:	[576, 1383, 623, 1396]
aiims-heading: TENDER CALL NOTICE	[1123, 1288, 1467, 1305]
value-quoted: Value quoted @ Rs...... pm x 12 months = ........	[365, 1774, 432, 1806]
table-cell: ଲିଙ୍କ ରୋଡ ପାର୍କିଂ ସ୍ଥାନ	[625, 1770, 879, 1787]
balasore-ref: No. 7328 M, Bls., the 1st of July 2017.	[1190, 1946, 1400, 1960]
odisha-signatory: EXECUTIVE ENGINEER, (GPH)	[960, 1129, 1103, 1140]
table-cell: ଟ. ୪୦,୦୦୦/-	[879, 1699, 996, 1717]
table-cell: ଜାଗା ଘାଟ ପାର୍କିଂ ସ୍ଥାନ	[625, 1841, 879, 1858]
table-row	[577, 1646, 1103, 1663]
rourkela-heading: QUOTATION CALL NOTICE	[1200, 1655, 1391, 1671]
table-header: Estimated Cost (Rs. in Lakh)	[779, 975, 841, 1028]
table-header: Cost of bid document	[447, 1741, 555, 1757]
odisha-code: 13017/11/0001/1718	[576, 1129, 667, 1140]
table-cell: ଟ. ୫୫,୦୦୦/-	[879, 1770, 996, 1787]
paper-name: ଧରିତ୍ରୀ	[10, 3, 102, 37]
table-cell: ୮	[577, 1663, 625, 1681]
list-item: 5. ISO Certificate	[37, 1180, 555, 1195]
table-cell: Date & time of opening of bid document	[16, 1572, 180, 1583]
table-row	[577, 1628, 1103, 1646]
cmc-subtitle: ଚୌଧୁରୀ ବଜାର, କଟକ	[794, 1244, 939, 1265]
dfo-docs-heading: Document to be attached to Tender application.	[16, 1108, 282, 1121]
table-cell: ରାଣୀହାଟ ପାର୍କିଂ ସ୍ଥାନ	[625, 1823, 879, 1841]
barbil-notice	[6, 1497, 564, 2288]
table-header: Period of Contract	[350, 1741, 447, 1757]
rourkela-signatory-1: ABC Monitoring Committee &	[1301, 1827, 1467, 1841]
table-cell: 5	[841, 1028, 906, 1044]
table-cell: ଟ. ୭୫,୦୦୦/-	[879, 1628, 996, 1646]
list-item: 1. Photo copy of PAN Card.	[37, 1918, 555, 1930]
lead-photo-caption: ଚାରା ରୋପଣ କରୁଛନ୍ତି ମୁଖ୍ୟମନ୍ତ୍ରୀ ନବୀନ ପଟ୍ଟନାୟକ।	[610, 795, 885, 810]
table-row	[577, 1663, 1103, 1681]
list-item: 8. ନିଗମ ଯେକୌଣସି ଟେଣ୍ଡରକୁ ଗ୍ରହଣ ବା ବାତିଲ କରିବାର ଅଧିକାର ରଖେ।	[598, 1502, 1103, 1517]
table-header: From	[905, 1012, 967, 1028]
cmc-heading: ବିଜ୍ଞାପନ	[576, 1287, 1103, 1314]
aiims-notice	[1115, 1202, 1475, 1574]
table-cell: ଟ. ୨୦,୦୦୦/-	[879, 1841, 996, 1858]
odisha-footer-2: Further details can be seen from the e-Procurement portal "https://www.tendersodisha.gov.in"	[576, 1117, 982, 1127]
odisha-side-code: No.95-C	[1098, 905, 1107, 938]
table-row	[577, 1028, 1103, 1044]
table-cell: ଶିଶୁଭବନ ପାର୍କିଂ ସ୍ଥାନ	[625, 1805, 879, 1823]
balasore-notice	[1115, 1922, 1475, 2288]
table-cell: ଟ. ୭,୫୦୦/-	[996, 1628, 1103, 1646]
cmc-title: କଟକ ମହାନଗର ନିଗମ	[736, 1210, 997, 1245]
table-header: Remarks	[482, 1068, 555, 1085]
